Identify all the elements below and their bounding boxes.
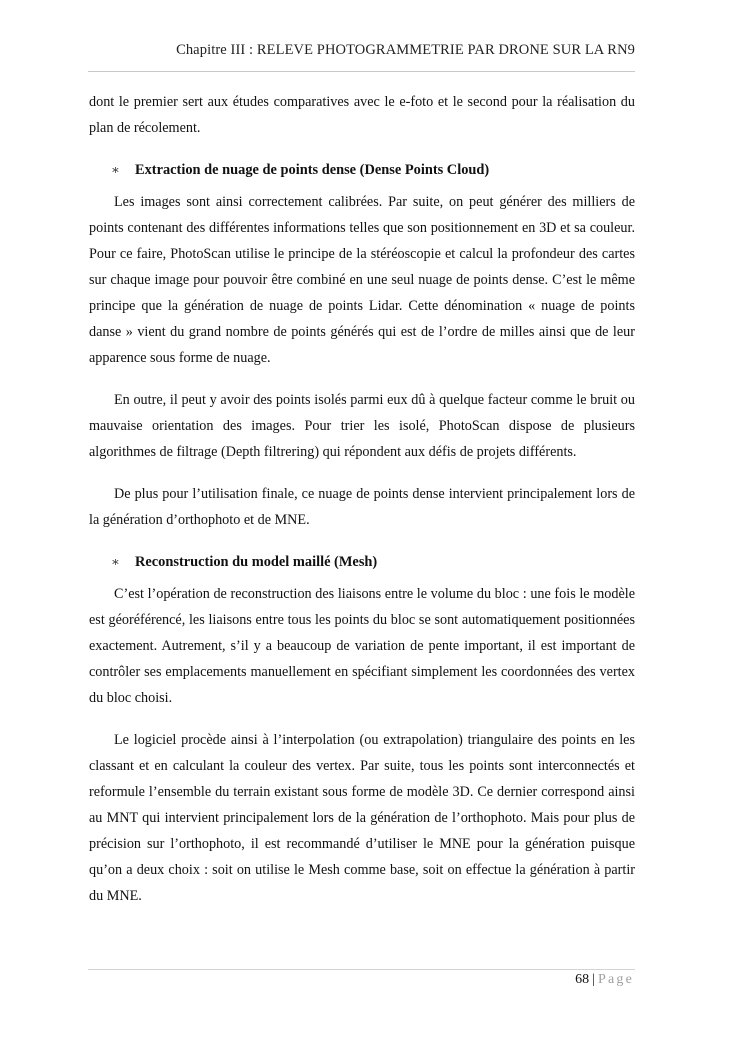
paragraph: Le logiciel procède ainsi à l’interpolation (ou extrapolation) triangulaire des points en les classant et en calculant la couleur des vertex. Par suite, tous les points sont interconnectés et reformule l’ensemble du terrain existant sous forme de modèle 3D. Ce dernier correspond ainsi au MNT qui intervient principalement lors de la génération de l’orthophoto. Mais pour plus de précision sur l’orthophoto, il est recommandé d’utiliser le MNE pour la génération puisque qu’on a deux choix : soit on utilise le Mesh comme base, soit on effectue la génération à partir du MNE. <box>89 732 635 904</box>
header-divider <box>88 71 635 72</box>
page-footer <box>575 972 634 988</box>
paragraph-continued: dont le premier sert aux études comparatives avec le e-foto et le second pour la réalisation du plan de récolement. <box>89 94 635 136</box>
bullet-icon: ∗ <box>111 554 120 569</box>
footer-separator: | <box>592 972 595 987</box>
paragraph: Les images sont ainsi correctement calibrées. Par suite, on peut générer des milliers de points contenant des différentes informations telles que son positionnement en 3D et sa couleur. Pour ce faire, PhotoScan utilise le principe de la stéréoscopie et calcul la profondeur des cartes sur chaque image pour pouvoir être combiné en une seul nuage de points dense. C’est le même principe que la génération de nuage de points Lidar. Cette dénomination « nuage de points danse » vient du grand nombre de points générés qui est de l’ordre de milles ainsi que de leur apparence sous forme de nuage. <box>89 194 635 366</box>
paragraph: C’est l’opération de reconstruction des liaisons entre le volume du bloc : une fois le modèle est géoréférencé, les liaisons entre tous les points du bloc se sont automatiquement positionnées exactement. Autrement, s’il y a beaucoup de variation de pente important, il est important de contrôler ses emplacements manuellement en spécifiant simplement les coordonnées des vertex du bloc choisi. <box>89 586 635 706</box>
footer-divider <box>88 969 635 970</box>
page-header: Chapitre III : RELEVE PHOTOGRAMMETRIE PAR DRONE SUR LA RN9 <box>176 42 635 58</box>
page-body <box>89 89 635 909</box>
paragraph: De plus pour l’utilisation finale, ce nuage de points dense intervient principalement lors de la génération d’orthophoto et de MNE. <box>89 486 635 528</box>
page-label: Page <box>597 972 634 987</box>
section-title: Reconstruction du model maillé (Mesh) <box>135 554 378 570</box>
section-heading-mesh <box>89 549 635 575</box>
paragraph: En outre, il peut y avoir des points isolés parmi eux dû à quelque facteur comme le bruit ou mauvaise orientation des images. Pour trier les isolé, PhotoScan dispose de plusieurs algorithmes de filtrage (Depth filtrering) qui répondent aux défis de projets différents. <box>89 392 635 460</box>
page-number: 68 <box>575 972 590 987</box>
bullet-icon: ∗ <box>111 162 120 177</box>
section-heading-dense-cloud <box>89 157 635 183</box>
section-title: Extraction de nuage de points dense (Dense Points Cloud) <box>135 162 490 178</box>
